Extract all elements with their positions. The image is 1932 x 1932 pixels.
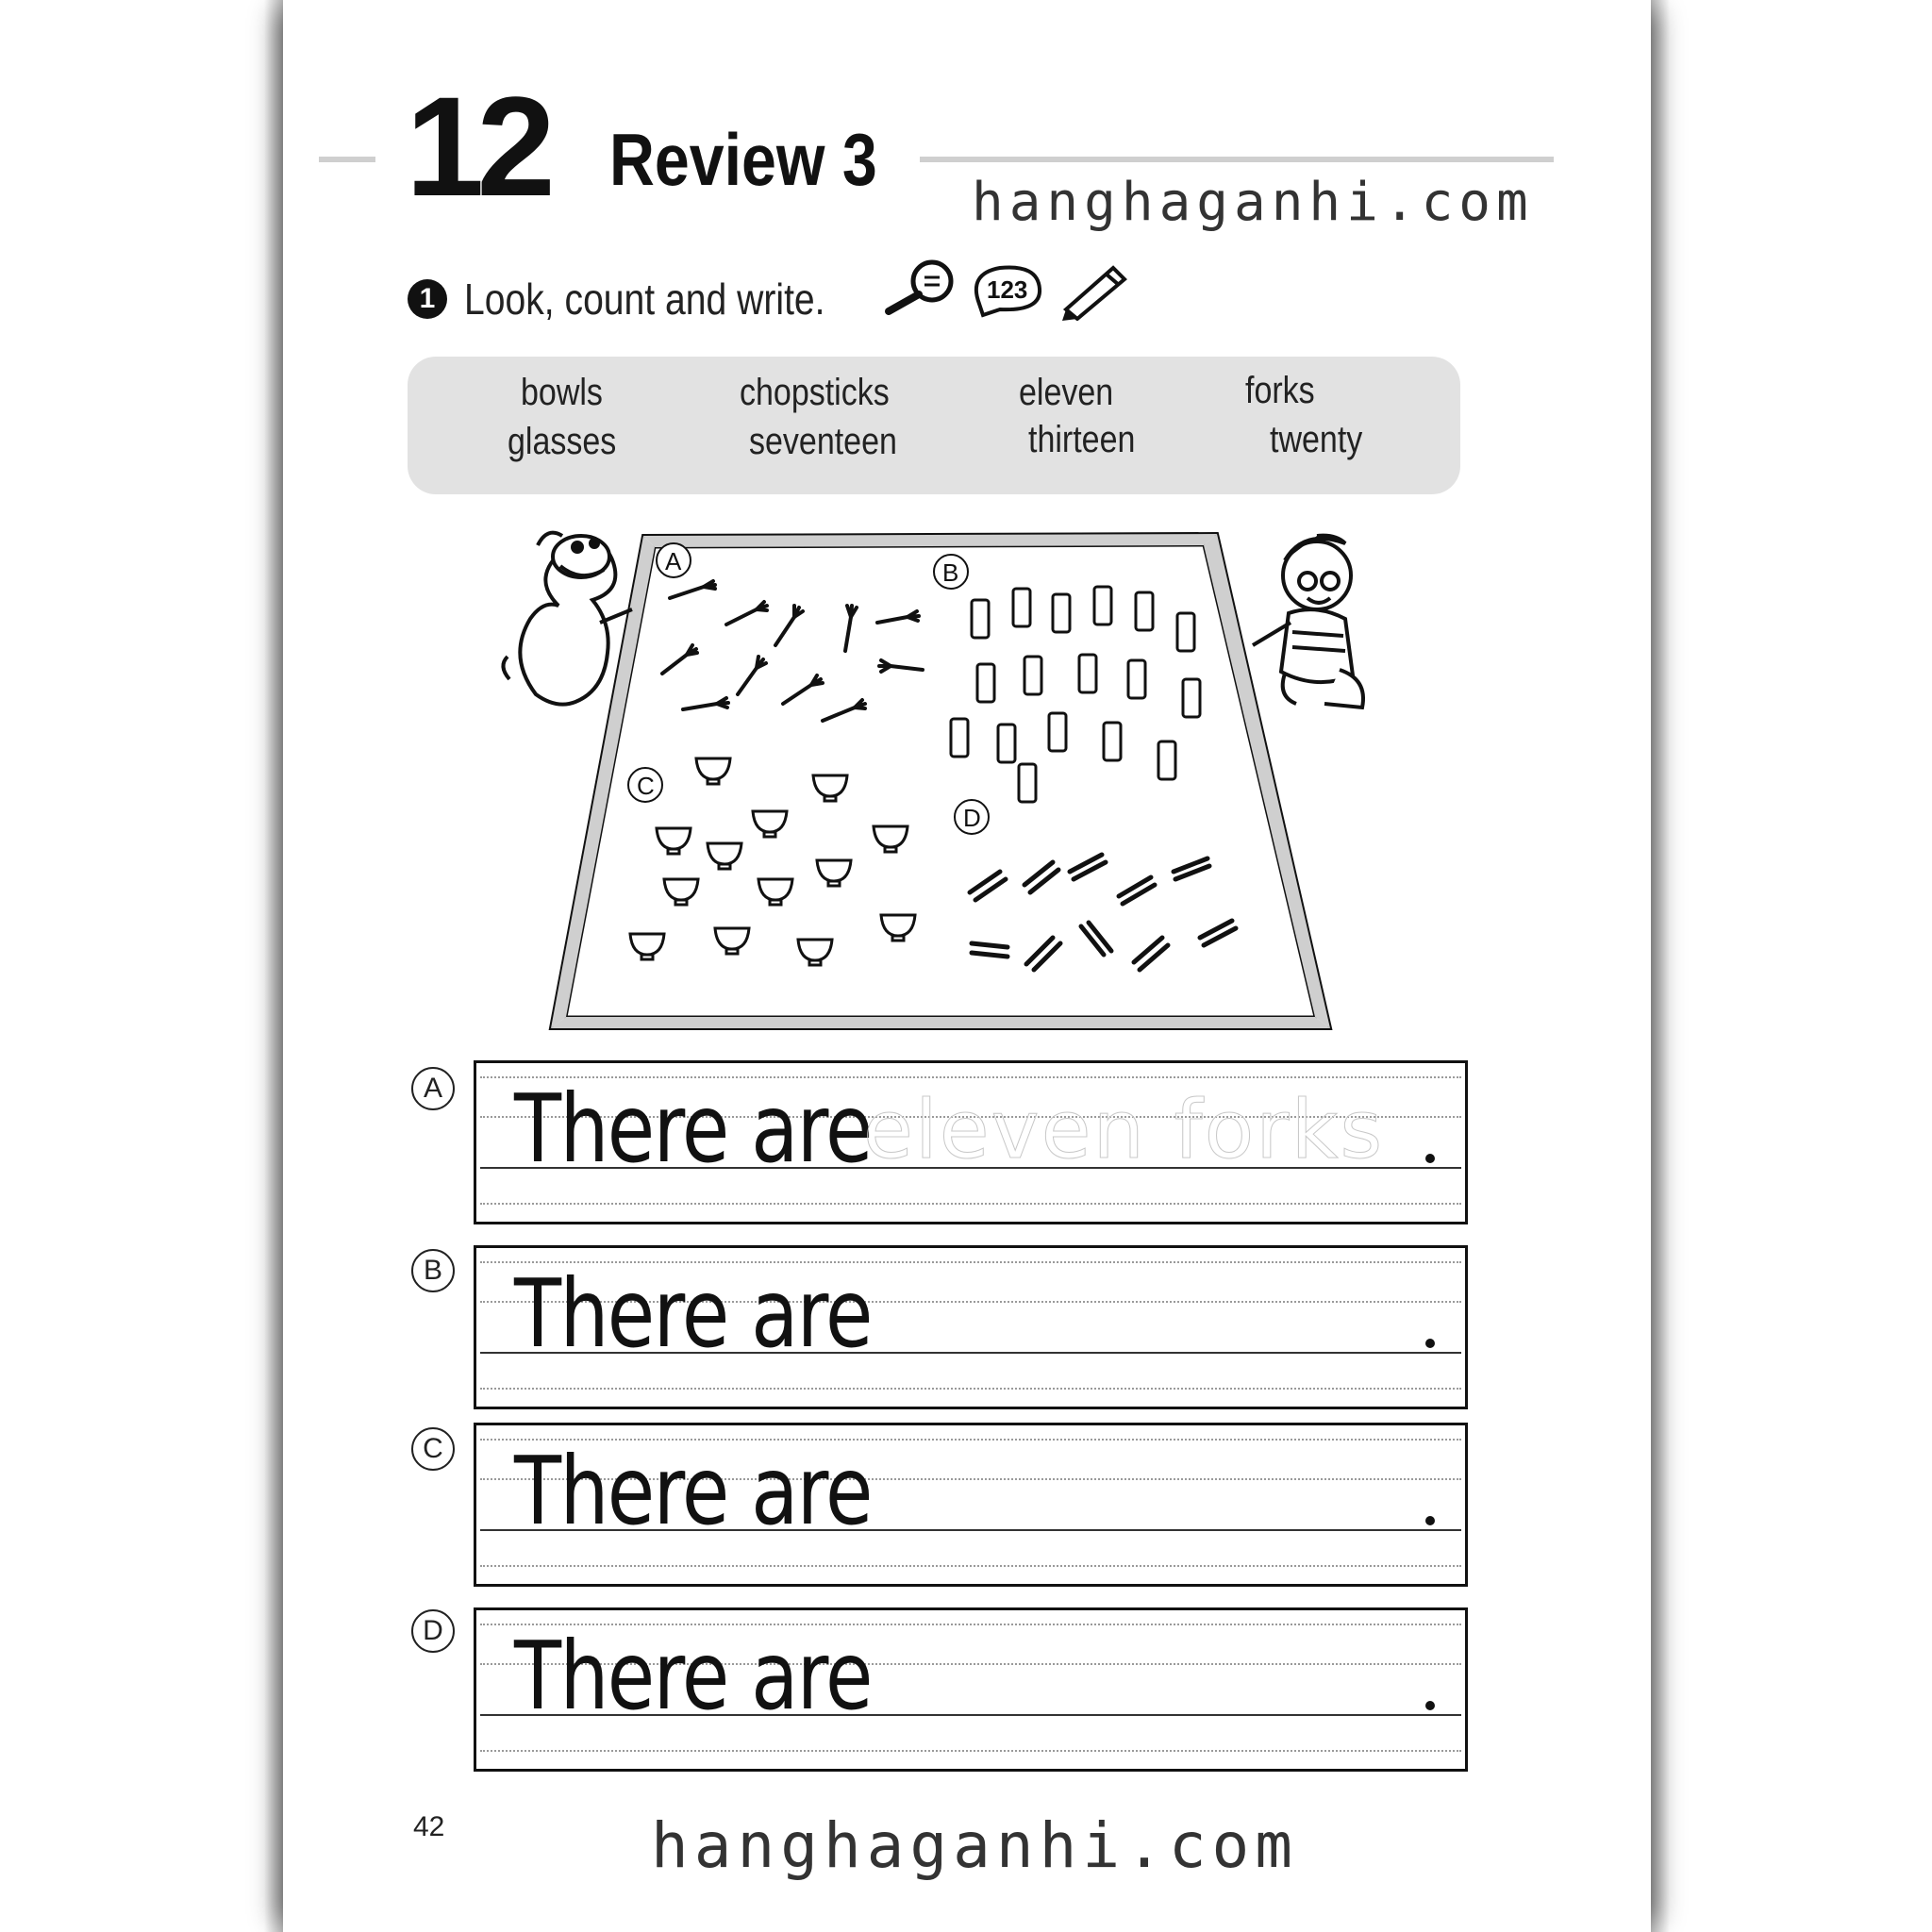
- glass: [1128, 660, 1145, 698]
- numbers-123-icon: [976, 267, 1040, 315]
- answer-example-a: eleven forks: [863, 1083, 1385, 1177]
- glass: [1177, 613, 1194, 651]
- period-c: [1425, 1516, 1435, 1525]
- word-bowls: bowls: [521, 372, 603, 413]
- word-eleven: eleven: [1019, 372, 1114, 413]
- svg-text:123: 123: [987, 275, 1028, 304]
- glass: [972, 600, 989, 638]
- word-glasses: glasses: [508, 421, 617, 462]
- glass: [1024, 657, 1041, 694]
- watermark-bottom: hanghaganhi.com: [651, 1809, 1299, 1882]
- scene-label-d: D: [963, 804, 981, 832]
- answer-label-c: C: [411, 1427, 455, 1471]
- dinosaur-character: [503, 533, 632, 705]
- guide-line-bottom: [480, 1388, 1461, 1390]
- answer-label-a: A: [411, 1067, 455, 1110]
- exercise-number: 1: [408, 279, 447, 319]
- boy-character: [1253, 536, 1363, 708]
- word-bank: [408, 357, 1460, 494]
- pencil-icon: [1062, 268, 1124, 321]
- glass: [1094, 587, 1111, 625]
- glass: [1013, 589, 1030, 626]
- answer-row-b[interactable]: [474, 1245, 1468, 1409]
- answer-prompt-a: There are: [514, 1074, 872, 1184]
- scene-label-a: A: [665, 547, 682, 575]
- glass: [1183, 679, 1200, 717]
- magnifier-icon: [889, 262, 951, 311]
- page-shadow-left: [264, 0, 283, 1932]
- scene-label-c: C: [637, 772, 655, 800]
- word-twenty: twenty: [1270, 419, 1363, 460]
- unit-title: Review 3: [609, 118, 877, 201]
- title-rule-right: [920, 157, 1554, 162]
- counting-scene: [491, 519, 1415, 1047]
- glass: [1136, 592, 1153, 630]
- guide-line-bottom: [480, 1203, 1461, 1205]
- watermark-top: hanghaganhi.com: [972, 172, 1534, 233]
- period-a: [1425, 1154, 1435, 1163]
- period-b: [1425, 1339, 1435, 1348]
- tablecloth: [551, 534, 1330, 1028]
- answer-row-d[interactable]: [474, 1607, 1468, 1772]
- glass: [1019, 764, 1036, 802]
- word-seventeen: seventeen: [749, 421, 897, 462]
- glass: [998, 724, 1015, 762]
- period-d: [1425, 1701, 1435, 1710]
- scene-label-b: B: [942, 558, 959, 587]
- glass: [1053, 594, 1070, 632]
- answer-prompt-d: There are: [514, 1621, 872, 1731]
- instruction-icons: [877, 255, 1132, 321]
- word-chopsticks: chopsticks: [740, 372, 890, 413]
- guide-line-bottom: [480, 1565, 1461, 1567]
- unit-number: 12: [406, 67, 548, 225]
- page-shadow-right: [1651, 0, 1670, 1932]
- word-thirteen: thirteen: [1028, 419, 1136, 460]
- answer-prompt-c: There are: [514, 1436, 872, 1546]
- glass: [1079, 655, 1096, 692]
- glass: [1049, 713, 1066, 751]
- glass: [977, 664, 994, 702]
- exercise-instruction: Look, count and write.: [464, 275, 825, 324]
- glass: [1104, 723, 1121, 760]
- answer-label-d: D: [411, 1609, 455, 1653]
- page-number: 42: [413, 1811, 445, 1842]
- answer-prompt-b: There are: [514, 1258, 872, 1369]
- answer-label-b: B: [411, 1249, 455, 1292]
- answer-row-c[interactable]: [474, 1423, 1468, 1587]
- glass: [1158, 741, 1175, 779]
- title-rule-left: [319, 157, 375, 162]
- answer-row-a[interactable]: [474, 1060, 1468, 1224]
- guide-line-bottom: [480, 1750, 1461, 1752]
- word-forks: forks: [1245, 370, 1315, 411]
- glass: [951, 719, 968, 757]
